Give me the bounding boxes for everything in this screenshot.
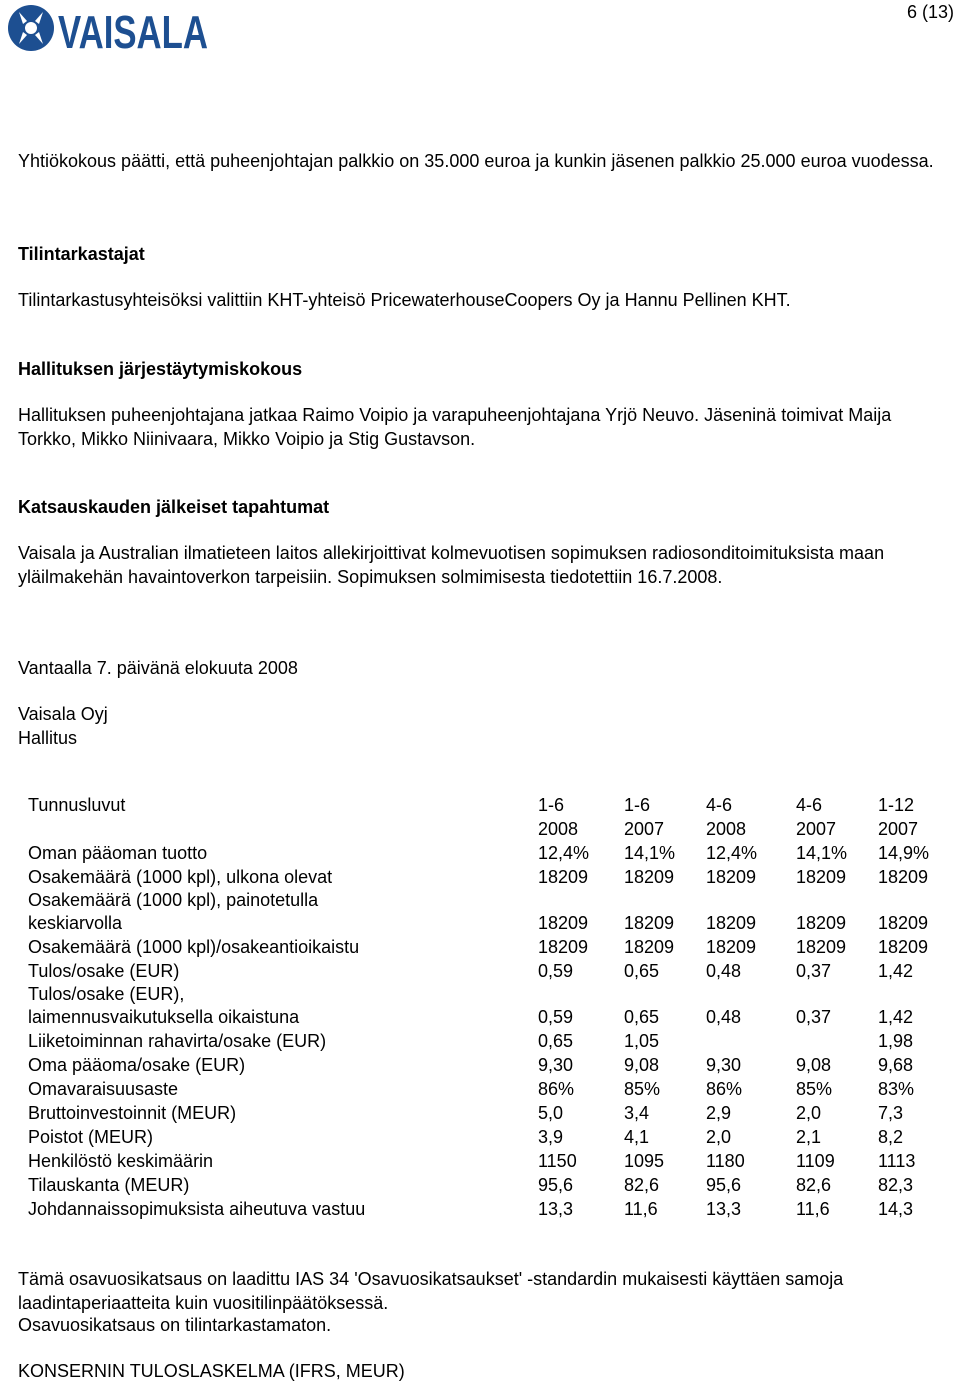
- section-heading-income-statement: KONSERNIN TULOSLASKELMA (IFRS, MEUR): [18, 1361, 405, 1381]
- cell-value: 0,48: [706, 1007, 742, 1027]
- cell-value: 2,9: [706, 1103, 732, 1123]
- cell-value: 18209: [796, 937, 847, 957]
- cell-value: 18209: [796, 867, 847, 887]
- cell-value: 8,2: [878, 1127, 904, 1147]
- cell-value: 83%: [878, 1079, 915, 1099]
- page-number: 6 (13): [906, 2, 954, 22]
- cell-value: 1109: [796, 1151, 835, 1171]
- table-row: [28, 841, 958, 865]
- row-label-line: keskiarvolla: [28, 913, 123, 933]
- row-label: Poistot (MEUR): [28, 1127, 154, 1147]
- row-label: Johdannaissopimuksista aiheutuva vastuu: [28, 1199, 366, 1219]
- cell-value: 9,68: [878, 1055, 914, 1075]
- cell-value: 18209: [624, 937, 675, 957]
- cell-value: 1180: [706, 1151, 745, 1171]
- cell-value: 4,1: [624, 1127, 650, 1147]
- table-row: [28, 983, 958, 1029]
- period-header: 1-6: [624, 795, 651, 815]
- cell-value: 95,6: [538, 1175, 574, 1195]
- cell-value: 3,9: [538, 1127, 564, 1147]
- table-header-row: [28, 793, 958, 817]
- cell-value: 14,9%: [878, 843, 930, 863]
- cell-value: 7,3: [878, 1103, 904, 1123]
- cell-value: 18209: [878, 937, 929, 957]
- table-header-row: [28, 817, 958, 841]
- vaisala-logo: [6, 3, 210, 58]
- paragraph-subsequent-events: Vaisala ja Australian ilmatieteen laitos allekirjoittivat kolmevuotisen sopimuksen radiosonditoimituksista maan yläilmakehän havaintoverkon tarpeisiin. Sopimuksen solmimisesta tiedotettiin 16.7.2008.: [18, 543, 885, 587]
- cell-value: 13,3: [538, 1199, 574, 1219]
- paragraph-auditors: Tilintarkastusyhteisöksi valittiin KHT-yhteisö PricewaterhouseCoopers Oy ja Hannu Pellinen KHT.: [18, 290, 791, 310]
- cell-value: 2,1: [796, 1127, 822, 1147]
- cell-value: 18209: [706, 913, 757, 933]
- table-row: [28, 865, 958, 889]
- cell-value: 18209: [538, 867, 589, 887]
- cell-value: 1,42: [878, 1007, 914, 1027]
- cell-value: 0,65: [538, 1031, 574, 1051]
- row-label: Oma pääoma/osake (EUR): [28, 1055, 246, 1075]
- cell-value: [706, 1029, 796, 1053]
- cell-value: 82,3: [878, 1175, 914, 1195]
- cell-value: 11,6: [624, 1199, 658, 1219]
- cell-value: 1113: [878, 1151, 916, 1171]
- table-row: [28, 1149, 958, 1173]
- paragraph-board-meeting: Hallituksen puheenjohtajana jatkaa Raimo Voipio ja varapuheenjohtajana Yrjö Neuvo. Jäseninä toimivat Maija Torkko, Mikko Niinivaara, Mikko Voipio ja Stig Gustavson.: [18, 405, 892, 449]
- row-label: [28, 889, 538, 935]
- table-title: Tunnusluvut: [28, 795, 126, 815]
- row-label: Henkilöstö keskimäärin: [28, 1151, 214, 1171]
- cell-value: 18209: [538, 913, 589, 933]
- year-header: 2007: [878, 819, 919, 839]
- table-row: [28, 1029, 958, 1053]
- logo-wordmark: VAISALA: [58, 6, 208, 58]
- place-and-date: Vantaalla 7. päivänä elokuuta 2008: [18, 658, 298, 678]
- cell-value: 18209: [796, 913, 847, 933]
- table-row: [28, 1053, 958, 1077]
- cell-value: 14,1%: [624, 843, 676, 863]
- table-row: [28, 889, 958, 935]
- cell-value: 11,6: [796, 1199, 830, 1219]
- table-row: [28, 1197, 958, 1221]
- cell-value: 0,65: [624, 961, 660, 981]
- cell-value: 14,1%: [796, 843, 848, 863]
- period-header: 4-6: [796, 795, 823, 815]
- cell-value: 0,59: [538, 961, 574, 981]
- cell-value: 9,30: [538, 1055, 574, 1075]
- row-label: Osakemäärä (1000 kpl)/osakeantioikaistu: [28, 937, 360, 957]
- row-label-line: Tulos/osake (EUR),: [28, 984, 185, 1004]
- row-label: [28, 983, 538, 1029]
- year-header: 2007: [796, 819, 837, 839]
- cell-value: 82,6: [624, 1175, 660, 1195]
- row-label: Osakemäärä (1000 kpl), ulkona olevat: [28, 867, 333, 887]
- cell-value: [796, 1029, 878, 1053]
- cell-value: 18209: [706, 937, 757, 957]
- cell-value: 9,08: [624, 1055, 660, 1075]
- cell-value: 1,05: [624, 1031, 660, 1051]
- cell-value: 5,0: [538, 1103, 564, 1123]
- cell-value: 1,98: [878, 1031, 914, 1051]
- cell-value: 18209: [624, 867, 675, 887]
- cell-value: 0,37: [796, 961, 832, 981]
- cell-value: 2,0: [706, 1127, 732, 1147]
- row-label: Bruttoinvestoinnit (MEUR): [28, 1103, 237, 1123]
- cell-value: 12,4%: [538, 843, 590, 863]
- cell-value: 85%: [796, 1079, 833, 1099]
- cell-value: 12,4%: [706, 843, 758, 863]
- board-signature: Hallitus: [18, 728, 78, 748]
- heading-subsequent-events: Katsauskauden jälkeiset tapahtumat: [18, 497, 330, 517]
- cell-value: 9,08: [796, 1055, 832, 1075]
- year-header: 2007: [624, 819, 665, 839]
- cell-value: 0,59: [538, 1007, 574, 1027]
- cell-value: 85%: [624, 1079, 661, 1099]
- cell-value: 2,0: [796, 1103, 822, 1123]
- cell-value: 1095: [624, 1151, 665, 1171]
- cell-value: 86%: [706, 1079, 743, 1099]
- cell-value: 0,37: [796, 1007, 832, 1027]
- cell-value: 3,4: [624, 1103, 650, 1123]
- paragraph-board-fees: Yhtiökokous päätti, että puheenjohtajan palkkio on 35.000 euroa ja kunkin jäsenen palkkio 25.000 euroa vuodessa.: [18, 151, 934, 171]
- key-figures-table: [28, 793, 958, 1221]
- paragraph-ias-statement: Tämä osavuosikatsaus on laadittu IAS 34 'Osavuosikatsaukset' -standardin mukaisesti käyttäen samoja laadintaperiaatteita kuin vuositilinpäätöksessä.: [18, 1269, 844, 1313]
- cell-value: 0,48: [706, 961, 742, 981]
- heading-auditors: Tilintarkastajat: [18, 244, 145, 264]
- row-label-line: laimennusvaikutuksella oikaistuna: [28, 1007, 300, 1027]
- cell-value: 1,42: [878, 961, 914, 981]
- table-row: [28, 1173, 958, 1197]
- cell-value: 95,6: [706, 1175, 742, 1195]
- paragraph-unaudited: Osavuosikatsaus on tilintarkastamaton.: [18, 1315, 332, 1335]
- table-row: [28, 959, 958, 983]
- cell-value: 86%: [538, 1079, 575, 1099]
- cell-value: 18209: [624, 913, 675, 933]
- cell-value: 18209: [538, 937, 589, 957]
- cell-value: 0,65: [624, 1007, 660, 1027]
- cell-value: 18209: [878, 913, 929, 933]
- cell-value: 82,6: [796, 1175, 832, 1195]
- row-label: Tilauskanta (MEUR): [28, 1175, 190, 1195]
- period-header: 1-12: [878, 795, 915, 815]
- heading-board-meeting: Hallituksen järjestäytymiskokous: [18, 359, 303, 379]
- cell-value: 14,3: [878, 1199, 914, 1219]
- cell-value: 13,3: [706, 1199, 742, 1219]
- table-row: [28, 1077, 958, 1101]
- row-label: Tulos/osake (EUR): [28, 961, 180, 981]
- table-row: [28, 1125, 958, 1149]
- row-label-line: Osakemäärä (1000 kpl), painotetulla: [28, 890, 319, 910]
- period-header: 1-6: [538, 795, 565, 815]
- period-header: 4-6: [706, 795, 733, 815]
- row-label: Omavaraisuusaste: [28, 1079, 179, 1099]
- cell-value: 9,30: [706, 1055, 742, 1075]
- company-name: Vaisala Oyj: [18, 704, 108, 724]
- year-header: 2008: [538, 819, 579, 839]
- row-label: Oman pääoman tuotto: [28, 843, 208, 863]
- cell-value: 18209: [706, 867, 757, 887]
- table-row: [28, 1101, 958, 1125]
- table-row: [28, 935, 958, 959]
- cell-value: 18209: [878, 867, 929, 887]
- year-header: 2008: [706, 819, 747, 839]
- row-label: Liiketoiminnan rahavirta/osake (EUR): [28, 1031, 327, 1051]
- cell-value: 1150: [538, 1151, 577, 1171]
